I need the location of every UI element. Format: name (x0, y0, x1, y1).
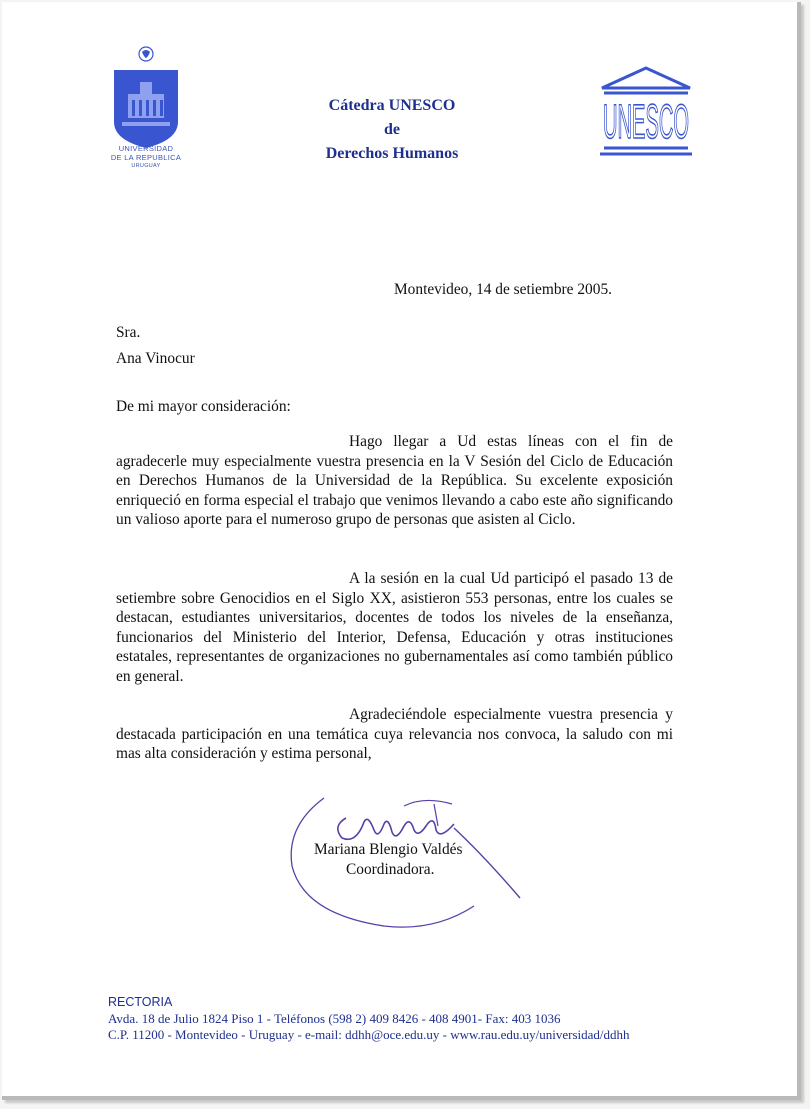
university-logo-line: URUGUAY (131, 163, 161, 169)
signer-role: Coordinadora. (346, 861, 435, 878)
paragraph-1-text: Hago llegar a Ud estas líneas con el fin de agradecerle muy especialmente vuestra presencia en la V Sesión del Ciclo de Educación en Derechos Humanos de la Universidad de la República. Su excelente exposición enriqueció en forma especial el trabajo que venimos llevando a cabo este año significando un valioso aporte para el numeroso grupo de personas que asisten al Ciclo. (116, 433, 673, 528)
letterhead-title (292, 94, 492, 166)
letter-date: Montevideo, 14 de setiembre 2005. (394, 281, 612, 298)
letter-paragraph-2 (116, 569, 673, 686)
letter-footer (108, 994, 630, 1044)
paragraph-3-text: Agradeciéndole especialmente vuestra presencia y destacada participación en una temática cuya relevancia nos convoca, la saludo con mi mas alta consideración y estima personal, (116, 706, 673, 762)
letterhead-title-line: Derechos Humanos (325, 145, 459, 162)
unesco-temple-logo (598, 66, 694, 158)
letter-paragraph-1 (116, 432, 673, 530)
university-logo-text (102, 144, 190, 171)
unesco-logo-text: UNESCO (603, 96, 689, 149)
recipient-block (116, 320, 195, 372)
footer-address: Avda. 18 de Julio 1824 Piso 1 - Teléfonos (598 2) 409 8426 - 408 4901- Fax: 403 1036 (108, 1010, 561, 1026)
letterhead-title-line: Cátedra UNESCO (328, 97, 456, 114)
signer-name: Mariana Blengio Valdés (314, 841, 463, 858)
paragraph-2-text: A la sesión en la cual Ud participó el pasado 13 de setiembre sobre Genocidios en el Siglo XX, asistieron 553 personas, entre los cuales se destacan, estudiantes universitarios, docentes de todos los niveles de la enseñanza, funcionarios del Ministerio del Interior, Defensa, Educación y otras instituciones estatales, representantes de organizaciones no gubernamentales así como también público en general. (116, 570, 673, 685)
letter-page (2, 2, 801, 1100)
letter-paragraph-3 (116, 705, 673, 764)
university-logo-line: DE LA REPUBLICA (110, 153, 182, 162)
letter-greeting: De mi mayor consideración: (116, 398, 291, 415)
footer-contact: C.P. 11200 - Montevideo - Uruguay - e-mail: ddhh@oce.edu.uy - www.rau.edu.uy/universidad/ddhh (108, 1027, 630, 1042)
footer-rectoria: RECTORIA (108, 995, 173, 1009)
recipient-title: Sra. (116, 324, 141, 341)
recipient-name: Ana Vinocur (116, 350, 195, 367)
letterhead-title-line: de (384, 121, 400, 138)
university-logo-line: UNIVERSIDAD (118, 144, 174, 153)
signer-block (314, 840, 462, 880)
